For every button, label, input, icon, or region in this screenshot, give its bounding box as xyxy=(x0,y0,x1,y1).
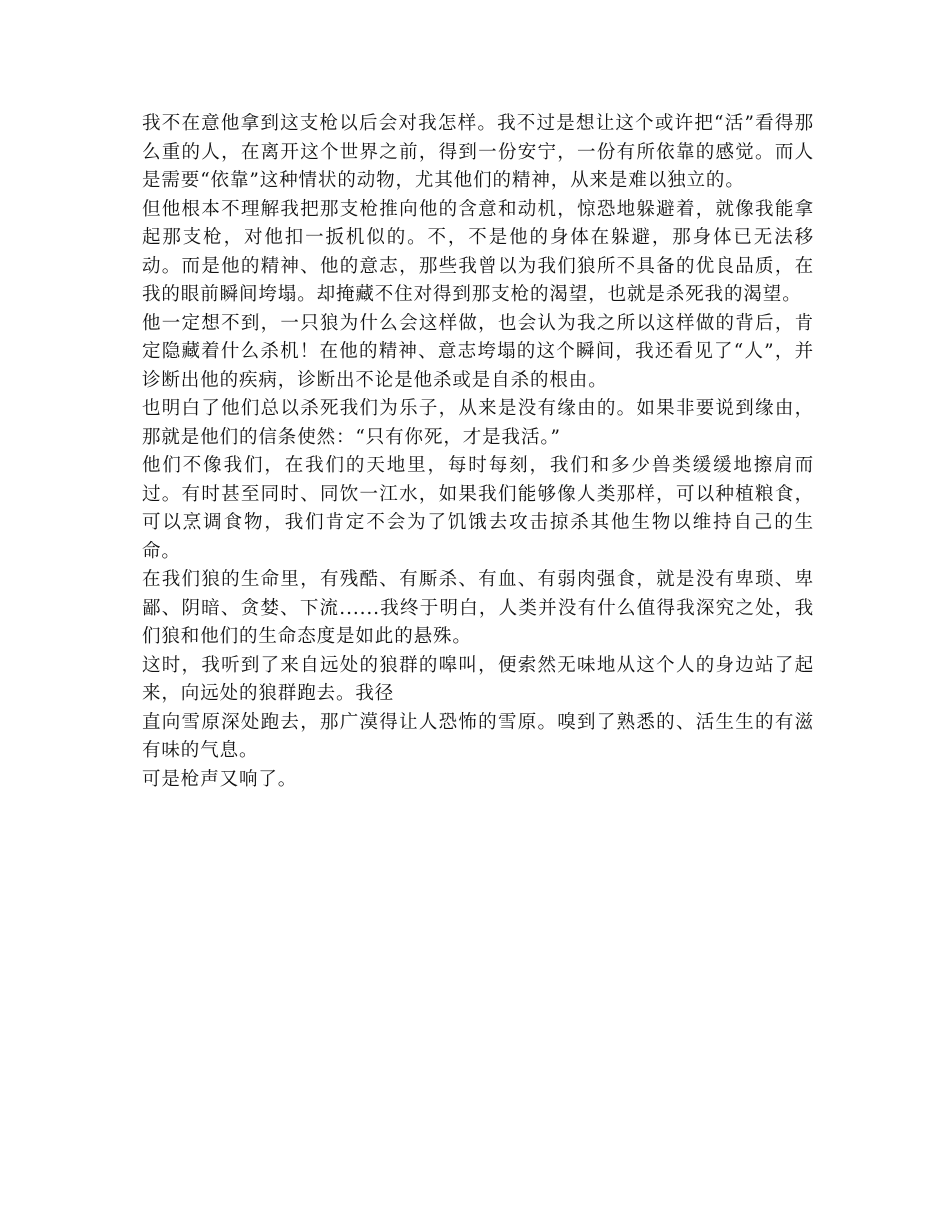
document-body xyxy=(142,110,814,794)
paragraph-2: 但他根本不理解我把那支枪推向他的含意和动机，惊恐地躲避着，就像我能拿起那支枪，对他扣一扳机似的。不，不是他的身体在躲避，那身体已无法移动。而是他的精神、他的意志，那些我曾以为我们狼所不具备的优良品质，在我的眼前瞬间垮塌。却掩藏不住对得到那支枪的渴望，也就是杀死我的渴望。 xyxy=(142,198,814,305)
paragraph-9: 可是枪声又响了。 xyxy=(142,768,298,790)
paragraph-1: 我不在意他拿到这支枪以后会对我怎样。我不过是想让这个或许把“活”看得那么重的人，在离开这个世界之前，得到一份安宁，一份有所依靠的感觉。而人是需要“依靠”这种情状的动物，尤其他们的精神，从来是难以独立的。 xyxy=(142,113,814,191)
paragraph-7: 这时，我听到了来自远处的狼群的嗥叫，便索然无味地从这个人的身边站了起来，向远处的狼群跑去。我径 xyxy=(142,654,814,704)
paragraph-3: 他一定想不到，一只狼为什么会这样做，也会认为我之所以这样做的背后，肯定隐藏着什么杀机！在他的精神、意志垮塌的这个瞬间，我还看见了“人”，并诊断出他的疾病，诊断出不论是他杀或是自杀的根由。 xyxy=(142,312,814,391)
paragraph-6: 在我们狼的生命里，有残酷、有厮杀、有血、有弱肉强食，就是没有卑琐、卑鄙、阴暗、贪婪、下流......我终于明白，人类并没有什么值得我深究之处，我们狼和他们的生命态度是如此的悬殊。 xyxy=(142,569,814,647)
paragraph-5: 他们不像我们，在我们的天地里，每时每刻，我们和多少兽类缓缓地擦肩而过。有时甚至同时、同饮一江水，如果我们能够像人类那样，可以种植粮食，可以烹调食物，我们肯定不会为了饥饿去攻击掠杀其他生物以维持自己的生命。 xyxy=(142,455,814,562)
paragraph-4: 也明白了他们总以杀死我们为乐子，从来是没有缘由的。如果非要说到缘由，那就是他们的信条使然：“只有你死，才是我活。” xyxy=(142,398,814,448)
paragraph-8: 直向雪原深处跑去，那广漠得让人恐怖的雪原。嗅到了熟悉的、活生生的有滋有味的气息。 xyxy=(142,711,814,761)
